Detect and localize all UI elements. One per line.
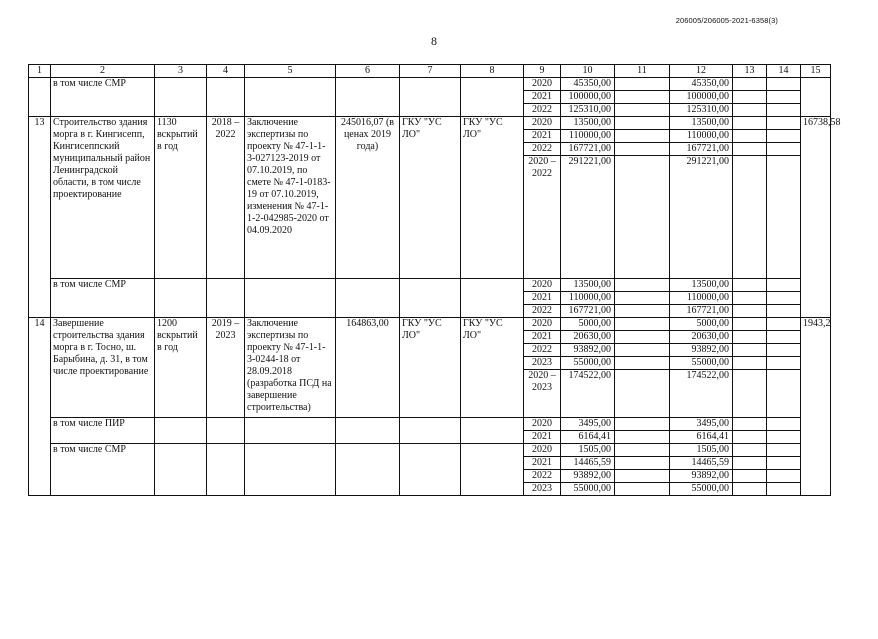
table-cell [245,279,336,318]
column-header: 15 [801,65,831,78]
table-cell [207,279,245,318]
table-cell [615,357,670,370]
table-cell [615,444,670,457]
period-cell: 2019 – 2023 [207,318,245,418]
table-cell [615,483,670,496]
year-cell: 2021 [524,457,561,470]
table-cell [733,305,767,318]
column-header: 8 [461,65,524,78]
table-cell [767,444,801,457]
table-cell [733,318,767,331]
table-cell [767,130,801,143]
amount-cell: 291221,00 [561,156,615,279]
subtitle-cell: в том числе СМР [51,444,155,496]
year-cell: 2021 [524,292,561,305]
table-cell [29,78,51,117]
amount-cell: 13500,00 [561,117,615,130]
column-header: 12 [670,65,733,78]
table-cell [615,457,670,470]
total-cell: 1943,2 [801,318,831,496]
year-cell: 2020 [524,444,561,457]
row-number: 13 [29,117,51,318]
table-cell [615,305,670,318]
expertise-cell: Заключение экспертизы по проекту № 47-1-1-3-0244-18 от 28.09.2018 (разработка ПСД на завершение строительства) [245,318,336,418]
year-cell: 2020 [524,279,561,292]
amount-cell: 167721,00 [670,305,733,318]
amount-cell: 93892,00 [670,344,733,357]
amount-cell: 174522,00 [670,370,733,418]
amount-cell: 125310,00 [561,104,615,117]
year-cell: 2023 [524,483,561,496]
year-cell: 2020 [524,318,561,331]
table-cell [336,444,400,496]
column-header: 14 [767,65,801,78]
table-cell [336,418,400,444]
table-cell [733,418,767,431]
amount-cell: 93892,00 [670,470,733,483]
year-cell: 2020 [524,117,561,130]
investment-table [28,64,841,496]
column-header: 11 [615,65,670,78]
table-cell [767,78,801,91]
amount-cell: 14465,59 [670,457,733,470]
table-cell [767,418,801,431]
amount-cell: 20630,00 [561,331,615,344]
total-cell: 16738,58 [801,117,831,318]
amount-cell: 167721,00 [670,143,733,156]
table-cell [801,78,831,117]
amount-cell: 110000,00 [670,130,733,143]
column-header: 3 [155,65,207,78]
table-cell [615,431,670,444]
year-cell: 2023 [524,357,561,370]
table-cell [336,279,400,318]
table-row [29,318,831,331]
table-row [29,117,831,130]
table-cell [767,156,801,279]
column-header: 9 [524,65,561,78]
table-cell [733,483,767,496]
amount-cell: 5000,00 [561,318,615,331]
table-cell [733,130,767,143]
year-cell: 2020 [524,78,561,91]
amount-cell: 45350,00 [561,78,615,91]
cost-cell: 245016,07 (в ценах 2019 года) [336,117,400,279]
table-cell [767,331,801,344]
table-cell [245,444,336,496]
subtitle-cell: в том числе СМР [51,279,155,318]
amount-cell: 174522,00 [561,370,615,418]
subtitle-cell: в том числе ПИР [51,418,155,444]
table-cell [245,78,336,117]
table-cell [767,279,801,292]
amount-cell: 45350,00 [670,78,733,91]
year-cell: 2022 [524,104,561,117]
amount-cell: 20630,00 [670,331,733,344]
table-cell [615,130,670,143]
year-cell: 2021 [524,91,561,104]
table-cell [155,444,207,496]
table-cell [615,292,670,305]
table-cell [733,156,767,279]
table-cell [615,470,670,483]
table-cell [733,78,767,91]
table-cell [615,78,670,91]
table-cell [461,418,524,444]
object-name: Завершение строительства здания морга в г. Тосно, ш. Барыбина, д. 31, в том числе проектирование [51,318,155,418]
table-cell [400,78,461,117]
table-cell [733,470,767,483]
table-cell [767,292,801,305]
table-cell [155,78,207,117]
table-cell [767,318,801,331]
amount-cell: 5000,00 [670,318,733,331]
amount-cell: 125310,00 [670,104,733,117]
amount-cell: 167721,00 [561,305,615,318]
table-cell [733,292,767,305]
table-cell [733,279,767,292]
amount-cell: 93892,00 [561,344,615,357]
table-cell [207,444,245,496]
amount-cell: 1505,00 [561,444,615,457]
table-cell [615,156,670,279]
table-cell [461,279,524,318]
table-cell [767,104,801,117]
year-cell: 2022 [524,470,561,483]
page-number: 8 [431,34,437,48]
customer-cell: ГКУ "УС ЛО" [400,318,461,418]
table-cell [615,91,670,104]
table-cell [207,78,245,117]
column-header: 6 [336,65,400,78]
table-cell [767,370,801,418]
column-header: 13 [733,65,767,78]
subtitle-cell: в том числе СМР [51,78,155,117]
table-cell [767,91,801,104]
amount-cell: 13500,00 [561,279,615,292]
table-cell [400,418,461,444]
table-cell [155,279,207,318]
column-header: 1 [29,65,51,78]
amount-cell: 291221,00 [670,156,733,279]
developer-cell: ГКУ "УС ЛО" [461,117,524,279]
object-name: Строительство здания морга в г. Кингисепп, Кингисеппский муниципальный район Ленинградской области, в том числе проектирование [51,117,155,279]
table-cell [733,431,767,444]
amount-cell: 110000,00 [670,292,733,305]
column-header: 5 [245,65,336,78]
table-row [29,444,831,457]
table-cell [767,305,801,318]
year-cell: 2021 [524,331,561,344]
table-cell [733,117,767,130]
amount-cell: 6164,41 [561,431,615,444]
amount-cell: 55000,00 [561,483,615,496]
table-cell [733,444,767,457]
amount-cell: 3495,00 [670,418,733,431]
column-header: 10 [561,65,615,78]
table-cell [155,418,207,444]
table-cell [461,444,524,496]
table-cell [615,143,670,156]
amount-cell: 55000,00 [561,357,615,370]
table-cell [615,370,670,418]
period-cell: 2018 – 2022 [207,117,245,279]
table-cell [733,370,767,418]
amount-cell: 3495,00 [561,418,615,431]
column-header: 2 [51,65,155,78]
amount-cell: 1505,00 [670,444,733,457]
table-cell [336,78,400,117]
table-cell [400,444,461,496]
table-cell [767,117,801,130]
table-cell [615,331,670,344]
amount-cell: 100000,00 [561,91,615,104]
table-cell [461,78,524,117]
header-row [29,65,831,78]
table-cell [733,331,767,344]
amount-cell: 110000,00 [561,130,615,143]
table-cell [733,344,767,357]
cost-cell: 164863,00 [336,318,400,418]
table-cell [615,418,670,431]
year-cell: 2022 [524,143,561,156]
table-cell [615,318,670,331]
table-cell [400,279,461,318]
table-cell [767,457,801,470]
amount-cell: 93892,00 [561,470,615,483]
year-cell: 2022 [524,305,561,318]
table-cell [767,483,801,496]
amount-cell: 55000,00 [670,357,733,370]
capacity-cell: 1200 вскрытий в год [155,318,207,418]
year-cell: 2021 [524,130,561,143]
column-header: 7 [400,65,461,78]
year-cell: 2020 – 2022 [524,156,561,279]
document-number: 206005/206005-2021-6358(3) [675,16,778,25]
expertise-cell: Заключение экспертизы по проекту № 47-1-1-3-027123-2019 от 07.10.2019, по смете № 47-1-0183-19 от 07.10.2019, изменения № 47-1-1-2-042985-2020 от 04.09.2020 [245,117,336,279]
table-cell [245,418,336,444]
amount-cell: 13500,00 [670,117,733,130]
year-cell: 2020 – 2023 [524,370,561,418]
year-cell: 2021 [524,431,561,444]
amount-cell: 110000,00 [561,292,615,305]
amount-cell: 13500,00 [670,279,733,292]
table-cell [615,344,670,357]
table-cell [733,457,767,470]
amount-cell: 6164,41 [670,431,733,444]
table-cell [733,104,767,117]
table-cell [615,279,670,292]
table-row [29,78,831,91]
table-cell [767,357,801,370]
year-cell: 2020 [524,418,561,431]
year-cell: 2022 [524,344,561,357]
table-row [29,418,831,431]
capacity-cell: 1130 вскрытий в год [155,117,207,279]
table-cell [733,91,767,104]
developer-cell: ГКУ "УС ЛО" [461,318,524,418]
table-cell [615,104,670,117]
column-header: 4 [207,65,245,78]
row-number: 14 [29,318,51,496]
table-row [29,279,831,292]
table-cell [207,418,245,444]
table-cell [767,143,801,156]
amount-cell: 55000,00 [670,483,733,496]
customer-cell: ГКУ "УС ЛО" [400,117,461,279]
table-cell [767,470,801,483]
amount-cell: 14465,59 [561,457,615,470]
table-cell [615,117,670,130]
table-cell [767,344,801,357]
table-cell [733,357,767,370]
table-cell [733,143,767,156]
amount-cell: 167721,00 [561,143,615,156]
table-cell [767,431,801,444]
amount-cell: 100000,00 [670,91,733,104]
